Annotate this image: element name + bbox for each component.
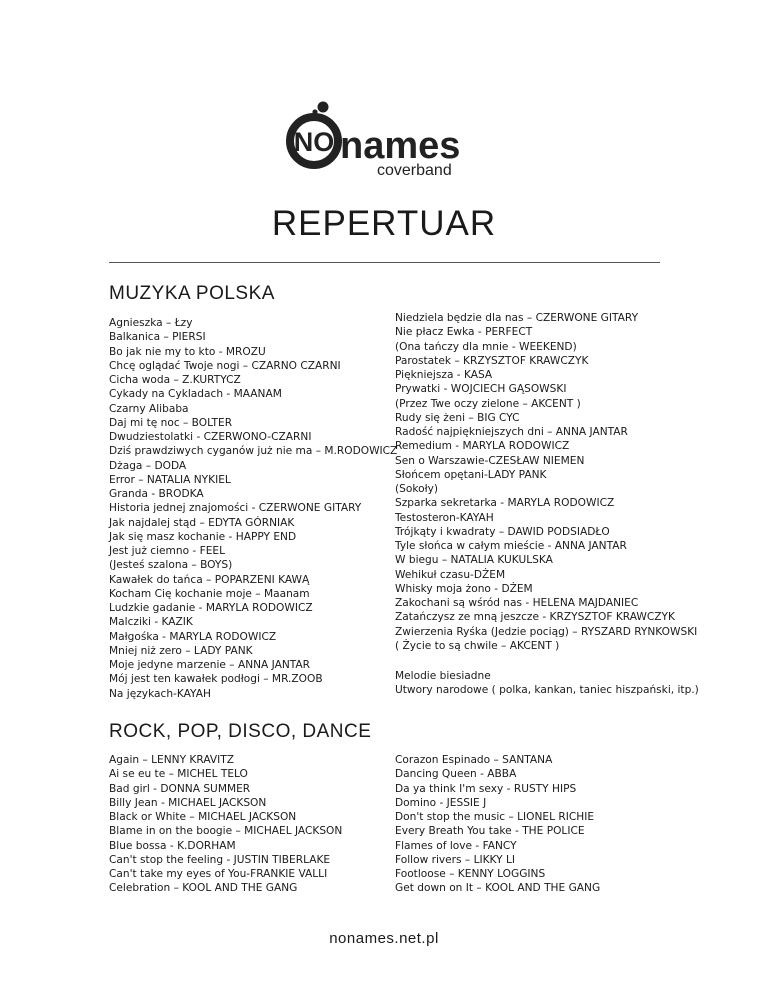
song-item: Zatańczysz ze mną jeszcze - KRZYSZTOF KRAWCZYK bbox=[395, 611, 675, 624]
song-item: (Ona tańczy dla mnie - WEEKEND) bbox=[395, 340, 577, 353]
song-item: Nie płacz Ewka - PERFECT bbox=[395, 326, 533, 339]
song-item: Blame in on the boogie – MICHAEL JACKSON bbox=[109, 825, 343, 838]
logo-names-text: names bbox=[340, 125, 461, 167]
polska-right-list bbox=[395, 311, 697, 653]
song-item: (Jesteś szalona – BOYS) bbox=[109, 559, 233, 572]
polska-left-list bbox=[109, 316, 397, 701]
song-item: Bo jak nie my to kto - MROZU bbox=[109, 345, 266, 358]
song-item: Piękniejsza - KASA bbox=[395, 369, 493, 381]
song-item: Every Breath You take - THE POLICE bbox=[395, 825, 585, 838]
song-item: Corazon Espinado – SANTANA bbox=[395, 754, 553, 766]
song-item: Prywatki - WOJCIECH GĄSOWSKI bbox=[395, 383, 567, 396]
footer-website-url: nonames.net.pl bbox=[329, 930, 439, 947]
song-item: Utwory narodowe ( polka, kankan, taniec hiszpański, itp.) bbox=[395, 684, 699, 697]
song-item: Can't stop the feeling - JUSTIN TIBERLAKE bbox=[109, 853, 331, 866]
song-item: (Sokoły) bbox=[395, 483, 438, 495]
song-item: Follow rivers – LIKKY LI bbox=[395, 853, 515, 866]
song-item: Remedium - MARYLA RODOWICZ bbox=[395, 440, 570, 453]
song-item: Kawałek do tańca – POPARZENI KAWĄ bbox=[109, 573, 310, 586]
song-item: Szparka sekretarka - MARYLA RODOWICZ bbox=[395, 497, 615, 510]
song-item: Don't stop the music – LIONEL RICHIE bbox=[395, 811, 595, 823]
song-item: Get down on It – KOOL AND THE GANG bbox=[395, 882, 601, 895]
song-item: Whisky moja żono - DŻEM bbox=[395, 582, 533, 595]
logo-no-text: NO bbox=[293, 127, 335, 157]
noname-coverband-logo bbox=[283, 98, 493, 178]
section-title-polska: MUZYKA POLSKA bbox=[109, 283, 275, 304]
song-item: Jak najdalej stąd – EDYTA GÓRNIAK bbox=[109, 516, 295, 529]
song-item: Bad girl - DONNA SUMMER bbox=[109, 782, 251, 795]
song-item: Radość najpiękniejszych dni – ANNA JANTAR bbox=[395, 426, 628, 438]
song-item: W biegu – NATALIA KUKULSKA bbox=[395, 554, 553, 567]
logo-tagline: coverband bbox=[377, 162, 452, 178]
song-item: Jak się masz kochanie - HAPPY END bbox=[109, 530, 297, 543]
song-item: Jest już ciemno - FEEL bbox=[109, 545, 226, 557]
song-item: Granda - BRODKA bbox=[109, 488, 204, 500]
polska-extra-list bbox=[395, 669, 699, 698]
song-item: Zakochani są wśród nas - HELENA MAJDANIEC bbox=[395, 597, 639, 609]
section-title-rock: ROCK, POP, DISCO, DANCE bbox=[109, 721, 372, 742]
song-item: Black or White – MICHAEL JACKSON bbox=[109, 811, 297, 823]
song-item: Trójkąty i kwadraty – DAWID PODSIADŁO bbox=[395, 525, 610, 538]
song-item: Billy Jean - MICHAEL JACKSON bbox=[109, 796, 267, 809]
rock-left-list bbox=[109, 753, 342, 896]
song-item: Malcziki - KAZIK bbox=[109, 616, 193, 629]
song-item: Sen o Warszawie-CZESŁAW NIEMEN bbox=[395, 454, 585, 467]
song-item: Słońcem opętani-LADY PANK bbox=[395, 468, 547, 481]
song-item: Blue bossa - K.DORHAM bbox=[109, 839, 236, 852]
song-item: Niedziela będzie dla nas – CZERWONE GITARY bbox=[395, 312, 639, 324]
title-divider bbox=[109, 262, 660, 263]
song-item: Ai se eu te – MICHEL TELO bbox=[109, 768, 248, 781]
song-item: Wehikuł czasu-DŻEM bbox=[395, 568, 506, 581]
song-item: Can't take my eyes of You-FRANKIE VALLI bbox=[109, 868, 328, 880]
logo-dot-large bbox=[318, 102, 329, 113]
song-item: Domino - JESSIE J bbox=[395, 796, 487, 809]
song-item: ( Życie to są chwile – AKCENT ) bbox=[395, 639, 560, 652]
song-item: Agnieszka – Łzy bbox=[109, 317, 193, 329]
song-item: Testosteron-KAYAH bbox=[395, 511, 494, 524]
song-item: Tyle słońca w całym mieście - ANNA JANTAR bbox=[395, 540, 627, 552]
song-item: Mój jest ten kawałek podłogi – MR.ZOOB bbox=[109, 673, 323, 686]
song-item: Dżaga – DODA bbox=[109, 459, 187, 472]
song-item: Flames of love - FANCY bbox=[395, 839, 517, 852]
page-title: REPERTUAR bbox=[271, 204, 497, 243]
song-item: Moje jedyne marzenie – ANNA JANTAR bbox=[109, 659, 311, 671]
song-item: Na językach-KAYAH bbox=[109, 687, 211, 700]
song-item: Zwierzenia Ryśka (Jedzie pociąg) – RYSZARD RYNKOWSKI bbox=[395, 625, 698, 638]
song-item: Chcę oglądać Twoje nogi – CZARNO CZARNI bbox=[109, 359, 341, 372]
song-item: Error – NATALIA NYKIEL bbox=[109, 473, 231, 486]
song-item: Cykady na Cykladach - MAANAM bbox=[109, 388, 282, 401]
song-item: Footloose – KENNY LOGGINS bbox=[395, 868, 546, 880]
song-item: Da ya think I'm sexy - RUSTY HIPS bbox=[395, 782, 577, 795]
song-item: Dwudziestolatki - CZERWONO-CZARNI bbox=[109, 431, 312, 443]
song-item: Mniej niż zero – LADY PANK bbox=[109, 644, 253, 657]
song-item: Kocham Cię kochanie moje – Maanam bbox=[109, 587, 310, 600]
song-item: Ludzkie gadanie - MARYLA RODOWICZ bbox=[109, 602, 313, 614]
song-item: Rudy się żeni – BIG CYC bbox=[395, 411, 520, 424]
song-item: Parostatek – KRZYSZTOF KRAWCZYK bbox=[395, 354, 589, 367]
song-item: Historia jednej znajomości - CZERWONE GITARY bbox=[109, 502, 362, 515]
song-item: Dziś prawdziwych cyganów już nie ma – M.RODOWICZ bbox=[109, 445, 398, 458]
rock-right-list bbox=[395, 753, 600, 896]
song-item: Melodie biesiadne bbox=[395, 670, 491, 682]
song-item: (Przez Twe oczy zielone – AKCENT ) bbox=[395, 397, 581, 410]
song-item: Małgośka - MARYLA RODOWICZ bbox=[109, 630, 277, 643]
song-item: Balkanica – PIERSI bbox=[109, 331, 206, 344]
song-item: Celebration – KOOL AND THE GANG bbox=[109, 882, 298, 895]
song-item: Daj mi tę noc – BOLTER bbox=[109, 416, 233, 429]
song-item: Cicha woda – Z.KURTYCZ bbox=[109, 374, 241, 386]
song-item: Again – LENNY KRAVITZ bbox=[109, 754, 234, 766]
song-item: Dancing Queen - ABBA bbox=[395, 768, 517, 781]
song-item: Czarny Alibaba bbox=[109, 402, 189, 415]
